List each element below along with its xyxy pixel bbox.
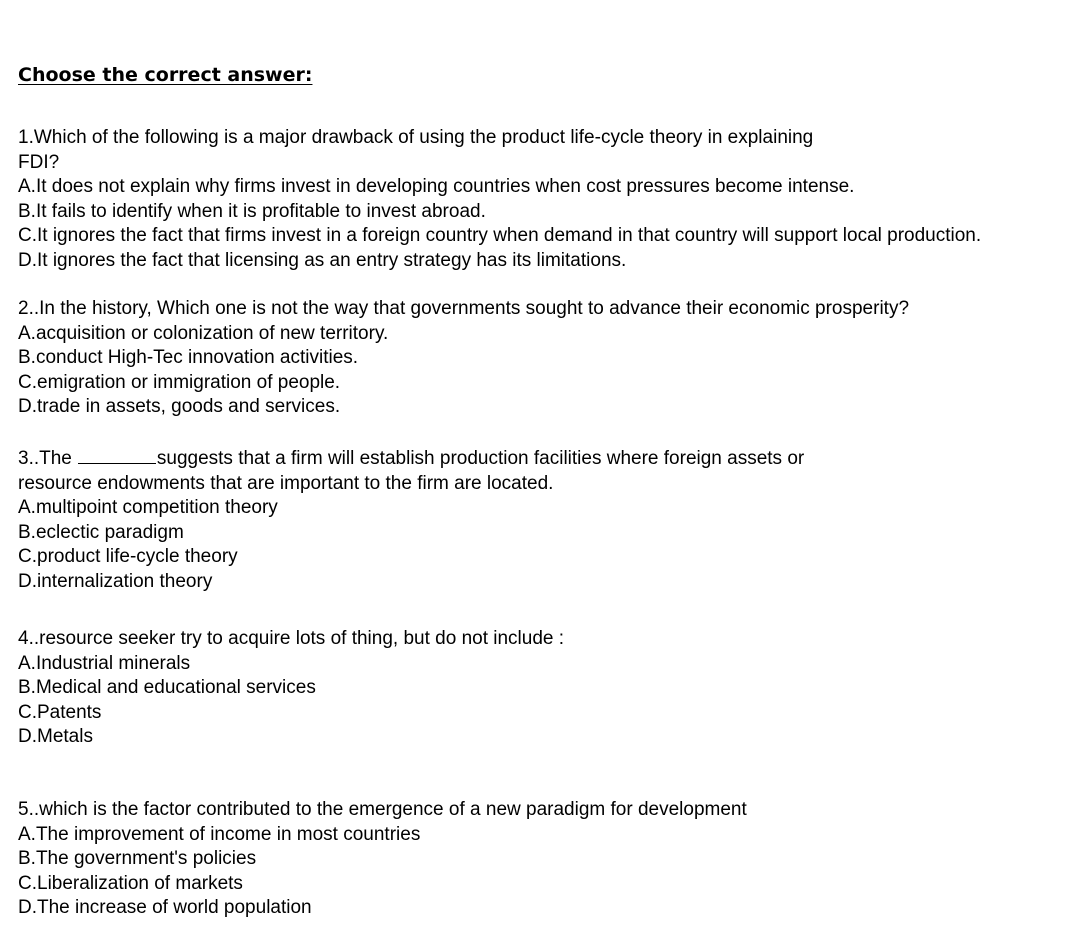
question-4-option-d: D.Metals xyxy=(18,726,93,747)
question-4-option-c: C.Patents xyxy=(18,701,102,723)
question-3-stem-line-1 xyxy=(18,447,1069,472)
question-4-stem: 4..resource seeker try to acquire lots of thing, but do not include : xyxy=(18,628,565,649)
question-4 xyxy=(18,627,1069,750)
question-3-option-c: C.product life-cycle theory xyxy=(18,546,238,567)
question-3-option-b: B.eclectic paradigm xyxy=(18,521,184,543)
question-5-stem: 5..which is the factor contributed to the emergence of a new paradigm for development xyxy=(18,799,747,820)
question-2 xyxy=(18,297,1069,420)
question-5-option-c: C.Liberalization of markets xyxy=(18,872,243,894)
page-title: Choose the correct answer: xyxy=(18,64,313,86)
question-4-option-b: B.Medical and educational services xyxy=(18,677,316,698)
question-1-stem-line-2: FDI? xyxy=(18,151,60,173)
question-2-stem: 2..In the history, Which one is not the way that governments sought to advance their economic prosperity? xyxy=(18,298,910,319)
question-3-stem-suffix: suggests that a firm will establish production facilities where foreign assets or xyxy=(156,448,805,469)
question-3-stem-prefix: 3..The xyxy=(18,448,72,469)
question-1 xyxy=(18,126,1069,273)
question-2-option-c: C.emigration or immigration of people. xyxy=(18,371,341,393)
question-2-option-b: B.conduct High-Tec innovation activities. xyxy=(18,347,359,368)
question-1-option-a: A.It does not explain why firms invest in developing countries when cost pressures become intense. xyxy=(18,176,855,197)
question-3-option-a: A.multipoint competition theory xyxy=(18,497,278,518)
question-4-option-a: A.Industrial minerals xyxy=(18,652,191,674)
question-3-option-d: D.internalization theory xyxy=(18,570,213,592)
question-5 xyxy=(18,798,1069,921)
question-2-option-d: D.trade in assets, goods and services. xyxy=(18,396,341,417)
question-3-stem-line-2: resource endowments that are important to the firm are located. xyxy=(18,472,554,494)
question-5-option-d: D.The increase of world population xyxy=(18,897,312,918)
question-5-option-b: B.The government's policies xyxy=(18,848,257,869)
question-1-option-c: C.It ignores the fact that firms invest in a foreign country when demand in that country will support local production. xyxy=(18,225,982,246)
question-1-option-d: D.It ignores the fact that licensing as an entry strategy has its limitations. xyxy=(18,249,627,271)
question-5-option-a: A.The improvement of income in most countries xyxy=(18,823,421,845)
question-3 xyxy=(18,447,1069,594)
question-1-option-b: B.It fails to identify when it is profitable to invest abroad. xyxy=(18,200,486,222)
question-1-stem-line-1: 1.Which of the following is a major drawback of using the product life-cycle theory in explaining xyxy=(18,127,814,148)
fill-in-blank xyxy=(78,462,156,464)
question-2-option-a: A.acquisition or colonization of new territory. xyxy=(18,322,389,344)
